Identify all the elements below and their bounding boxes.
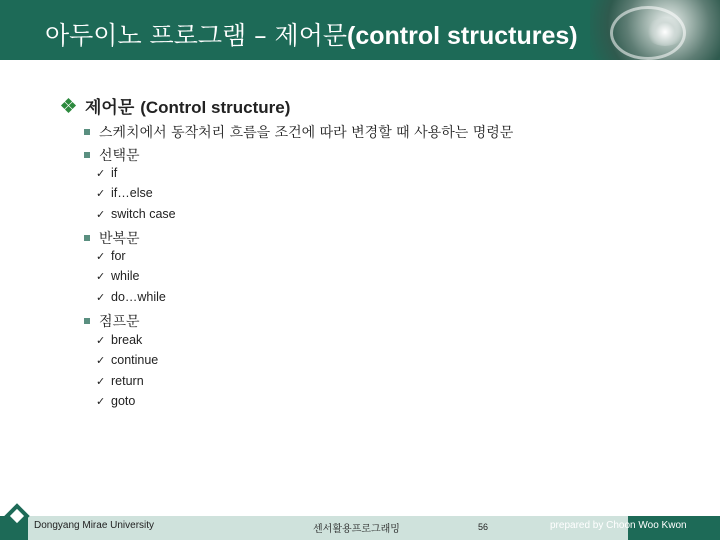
- square-bullet-icon: [84, 152, 90, 158]
- title-bar: [0, 0, 720, 60]
- heading-english: (Control structure): [140, 98, 291, 117]
- sub-item-text: if…else: [111, 186, 153, 200]
- sub-item: [96, 166, 117, 180]
- footer-university: Dongyang Mirae University: [34, 520, 155, 531]
- page-number: 56: [478, 522, 489, 532]
- check-icon: ✓: [96, 207, 106, 221]
- item-text: 선택문: [99, 148, 140, 164]
- list-item: [84, 122, 513, 142]
- list-item: [84, 145, 140, 165]
- sub-item: [96, 394, 135, 408]
- check-icon: ✓: [96, 353, 106, 367]
- footer-author: prepared by Choon Woo Kwon: [550, 520, 687, 531]
- sub-item: [96, 374, 144, 388]
- check-icon: ✓: [96, 333, 106, 347]
- list-item: [84, 311, 140, 331]
- sub-item: [96, 207, 176, 221]
- sub-item-text: switch case: [111, 207, 176, 221]
- footer-diamond-icon: [0, 505, 36, 540]
- sub-item: [96, 269, 140, 283]
- check-icon: ✓: [96, 374, 106, 388]
- square-bullet-icon: [84, 129, 90, 135]
- sub-item-text: if: [111, 166, 118, 180]
- sub-item-text: continue: [111, 353, 159, 367]
- title-decoration: [590, 0, 720, 60]
- sub-item-text: return: [111, 374, 144, 388]
- title-korean: 아두이노 프로그램 – 제어문: [45, 21, 347, 50]
- sub-item: [96, 249, 126, 263]
- sub-item-text: break: [111, 333, 143, 347]
- diamond-bullet-icon: [62, 99, 75, 112]
- square-bullet-icon: [84, 235, 90, 241]
- sub-item: [96, 186, 153, 200]
- title-english: (control structures): [347, 22, 578, 50]
- sub-item: [96, 333, 142, 347]
- sub-item: [96, 290, 166, 304]
- item-text: 점프문: [99, 314, 140, 330]
- list-item: [84, 228, 140, 248]
- check-icon: ✓: [96, 249, 106, 263]
- sub-item: [96, 353, 158, 367]
- check-icon: ✓: [96, 166, 106, 180]
- heading-korean: 제어문: [85, 98, 141, 118]
- check-icon: ✓: [96, 186, 106, 200]
- sub-item-text: goto: [111, 394, 136, 408]
- square-bullet-icon: [84, 318, 90, 324]
- sub-item-text: while: [111, 269, 140, 283]
- heading-row: [62, 93, 290, 118]
- sub-item-text: do…while: [111, 290, 166, 304]
- item-text: 반복문: [99, 231, 140, 247]
- slide-title: [45, 16, 578, 52]
- check-icon: ✓: [96, 269, 106, 283]
- sub-item-text: for: [111, 249, 126, 263]
- check-icon: ✓: [96, 290, 106, 304]
- footer-course: 센서활용프로그래밍: [313, 524, 400, 535]
- item-text: 스케치에서 동작처리 흐름을 조건에 따라 변경할 때 사용하는 명령문: [99, 125, 514, 141]
- heading-text: [85, 93, 290, 118]
- check-icon: ✓: [96, 394, 106, 408]
